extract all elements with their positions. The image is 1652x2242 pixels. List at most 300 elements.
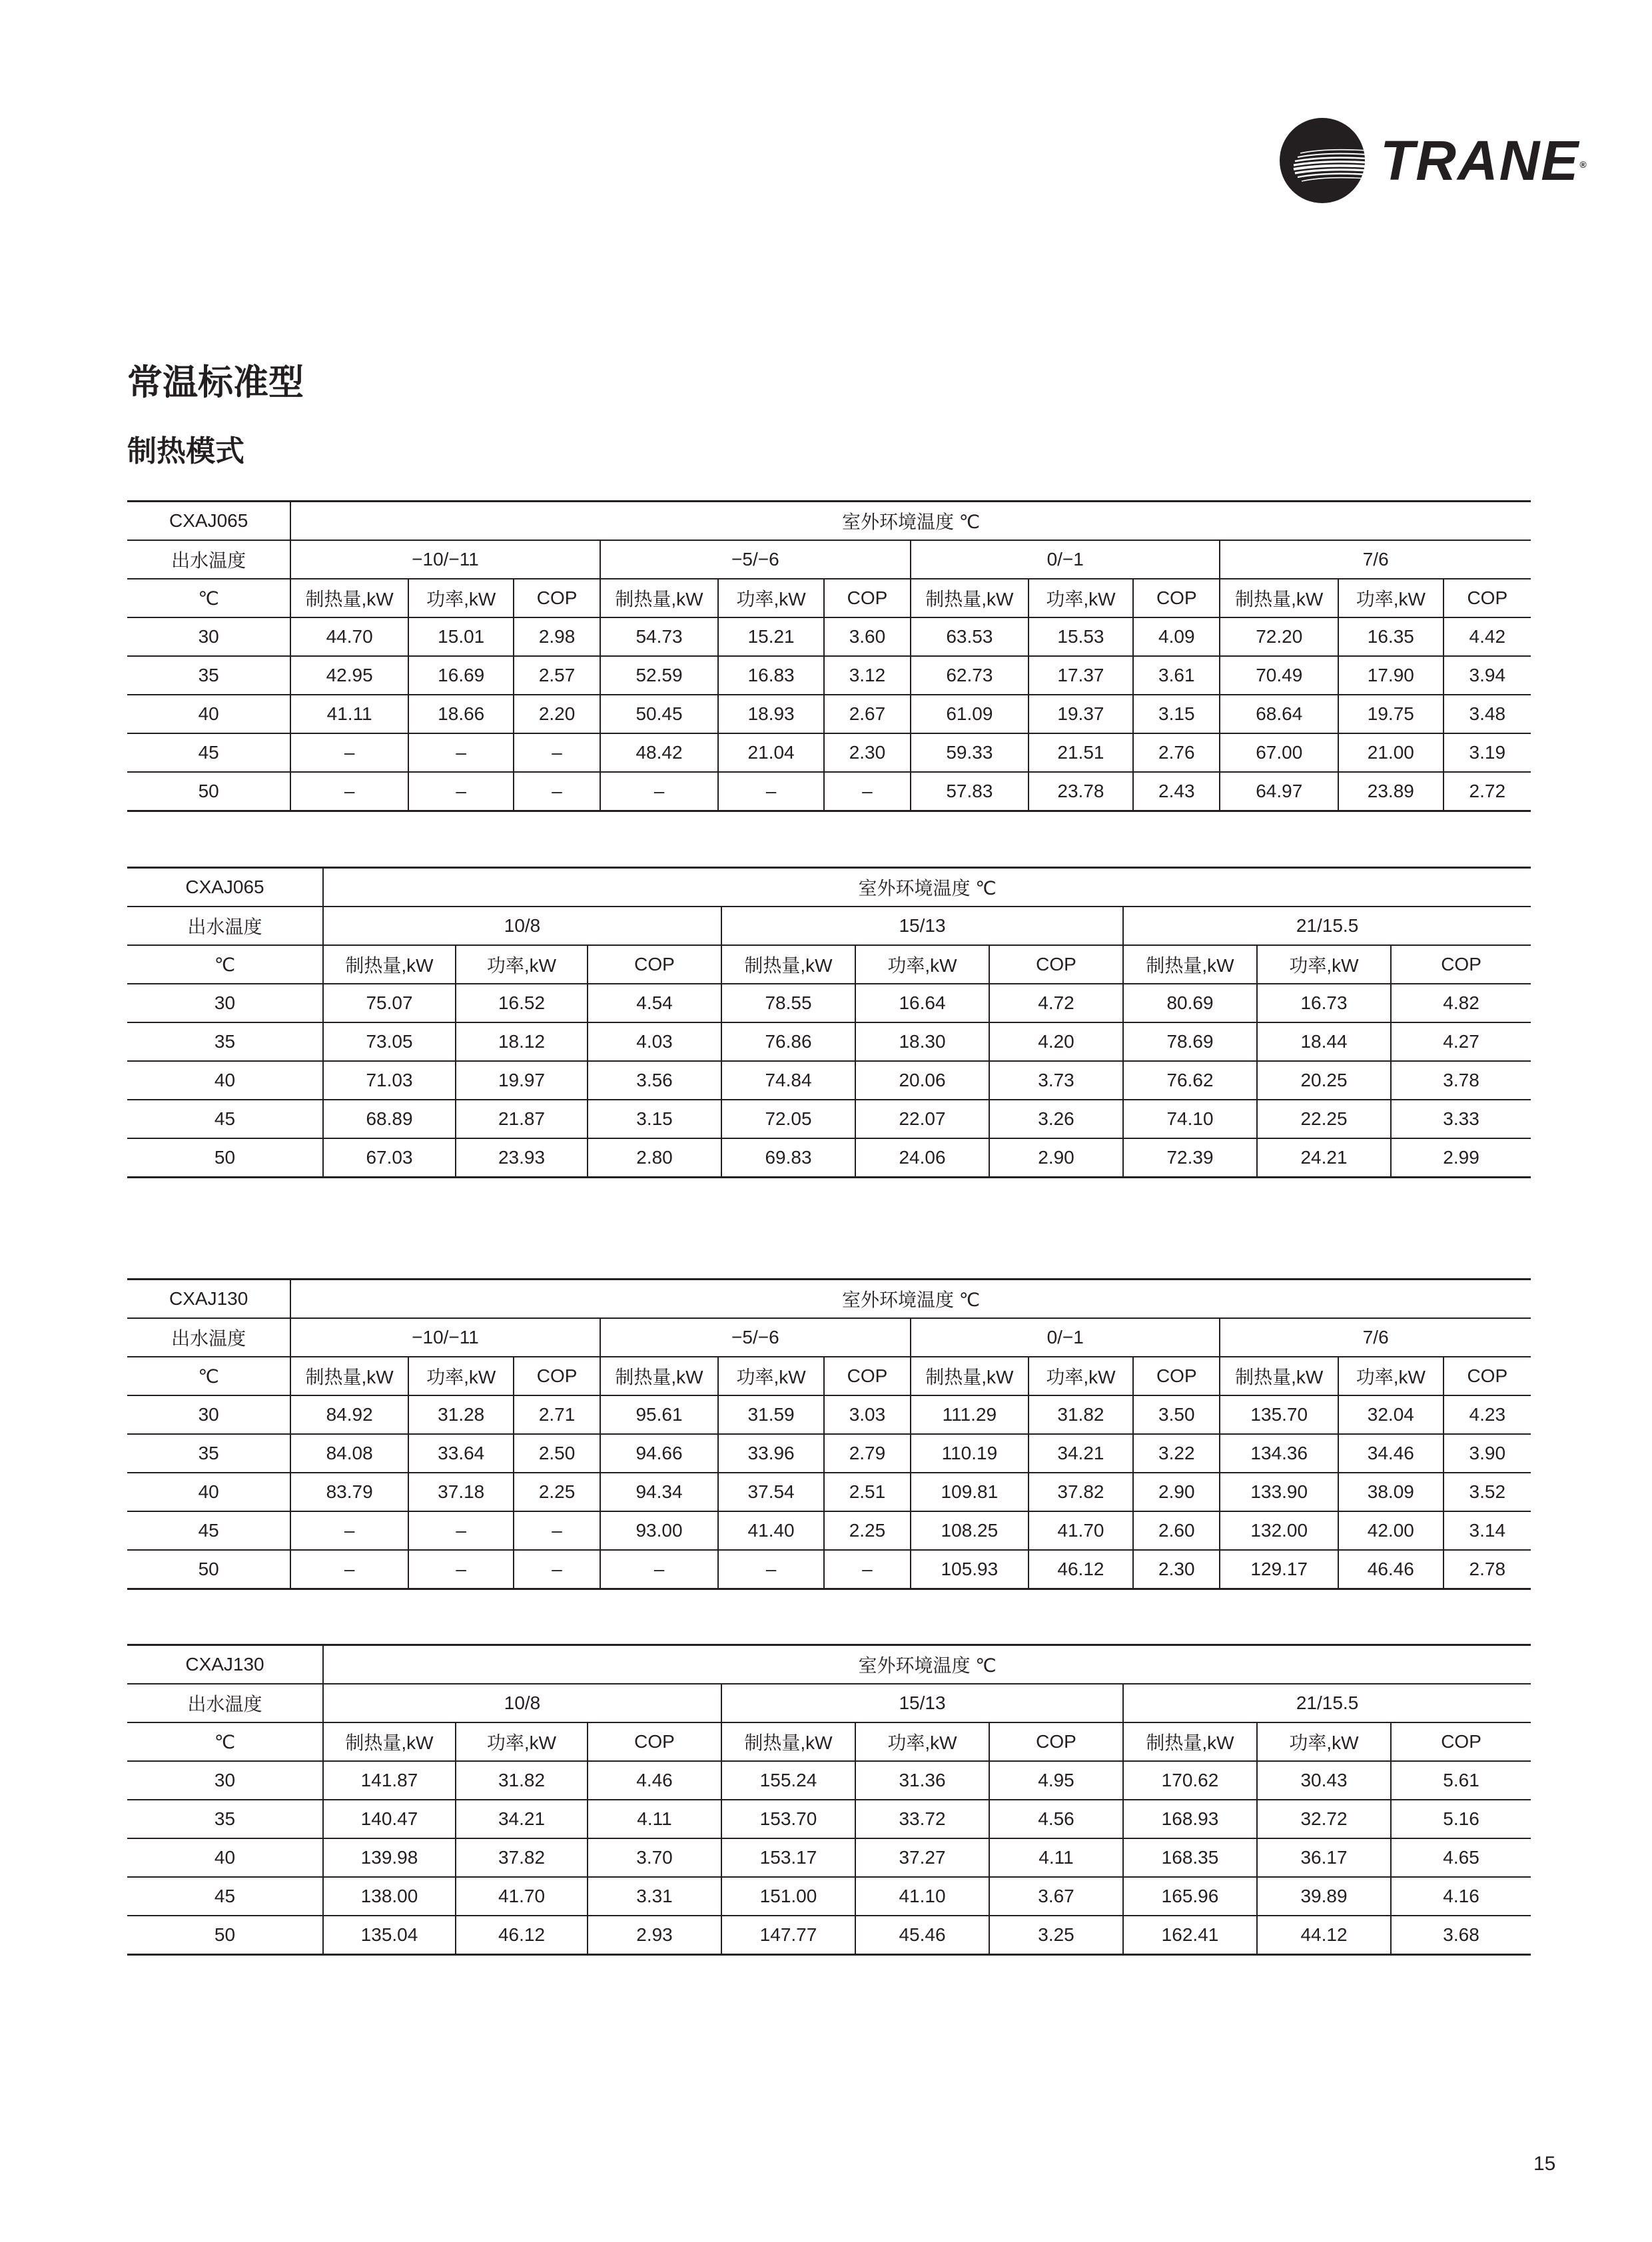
metric-header: 制热量,kW <box>1123 945 1257 984</box>
value-cell: 38.09 <box>1338 1473 1443 1511</box>
value-cell: 3.90 <box>1444 1434 1531 1473</box>
model-row <box>127 502 1531 541</box>
water-temp-label: 出水温度 <box>127 907 323 945</box>
value-cell: 2.60 <box>1133 1511 1220 1550</box>
value-cell: 39.89 <box>1257 1877 1391 1916</box>
value-cell: 3.22 <box>1133 1434 1220 1473</box>
metric-header: 功率,kW <box>1338 1357 1443 1395</box>
heating-table-cxaj130-low <box>127 1278 1531 1590</box>
metric-header: 制热量,kW <box>911 579 1029 617</box>
value-cell: 61.09 <box>911 695 1029 733</box>
value-cell: 4.42 <box>1444 617 1531 656</box>
value-cell: 16.35 <box>1338 617 1443 656</box>
value-cell: – <box>290 733 408 772</box>
value-cell: 18.93 <box>718 695 823 733</box>
metric-header: 功率,kW <box>855 945 989 984</box>
value-cell: 16.83 <box>718 656 823 695</box>
value-cell: 59.33 <box>911 733 1029 772</box>
value-cell: 15.01 <box>408 617 514 656</box>
value-cell: – <box>718 1550 823 1589</box>
value-cell: 3.26 <box>989 1100 1123 1138</box>
value-cell: – <box>408 1550 514 1589</box>
value-cell: 2.57 <box>514 656 600 695</box>
value-cell: 3.73 <box>989 1061 1123 1100</box>
trane-logo-wordmark: TRANE® <box>1380 129 1588 192</box>
value-cell: 2.76 <box>1133 733 1220 772</box>
metric-header: COP <box>989 945 1123 984</box>
value-cell: 3.03 <box>824 1395 911 1434</box>
value-cell: 165.96 <box>1123 1877 1257 1916</box>
metric-header: 功率,kW <box>718 579 823 617</box>
water-temp-cell: 30 <box>127 617 290 656</box>
value-cell: 17.90 <box>1338 656 1443 695</box>
value-cell: 3.19 <box>1444 733 1531 772</box>
value-cell: 151.00 <box>721 1877 855 1916</box>
metric-header: 功率,kW <box>408 579 514 617</box>
value-cell: – <box>408 1511 514 1550</box>
metric-header: COP <box>1391 945 1531 984</box>
value-cell: 132.00 <box>1220 1511 1338 1550</box>
value-cell: 37.82 <box>456 1838 588 1877</box>
metric-header: 制热量,kW <box>600 1357 719 1395</box>
outdoor-temp-header: 室外环境温度 ℃ <box>290 1280 1531 1319</box>
water-temp-cell: 30 <box>127 1761 323 1800</box>
value-cell: 21.04 <box>718 733 823 772</box>
table-row <box>127 1838 1531 1877</box>
value-cell: 2.98 <box>514 617 600 656</box>
value-cell: 2.20 <box>514 695 600 733</box>
value-cell: 32.04 <box>1338 1395 1443 1434</box>
table-row <box>127 1877 1531 1916</box>
value-cell: 135.70 <box>1220 1395 1338 1434</box>
group-row <box>127 1684 1531 1722</box>
value-cell: 5.61 <box>1391 1761 1531 1800</box>
value-cell: 23.93 <box>456 1138 588 1178</box>
water-temp-cell: 45 <box>127 1100 323 1138</box>
water-temp-label: 出水温度 <box>127 540 290 579</box>
value-cell: 23.78 <box>1029 772 1133 811</box>
value-cell: 2.71 <box>514 1395 600 1434</box>
value-cell: 70.49 <box>1220 656 1338 695</box>
value-cell: 37.18 <box>408 1473 514 1511</box>
value-cell: 147.77 <box>721 1916 855 1955</box>
value-cell: 3.61 <box>1133 656 1220 695</box>
value-cell: – <box>408 733 514 772</box>
value-cell: 2.67 <box>824 695 911 733</box>
value-cell: 134.36 <box>1220 1434 1338 1473</box>
value-cell: 34.21 <box>1029 1434 1133 1473</box>
value-cell: 3.48 <box>1444 695 1531 733</box>
table-row <box>127 1550 1531 1589</box>
value-cell: 78.55 <box>721 984 855 1022</box>
value-cell: 4.27 <box>1391 1022 1531 1061</box>
value-cell: 109.81 <box>911 1473 1029 1511</box>
metric-header: COP <box>1444 1357 1531 1395</box>
metric-row <box>127 945 1531 984</box>
value-cell: – <box>824 1550 911 1589</box>
water-temp-cell: 40 <box>127 695 290 733</box>
outdoor-temp-header: 室外环境温度 ℃ <box>290 502 1531 541</box>
metric-header: 制热量,kW <box>721 1722 855 1761</box>
value-cell: – <box>514 772 600 811</box>
value-cell: 68.89 <box>323 1100 456 1138</box>
metric-header: COP <box>514 1357 600 1395</box>
value-cell: 72.20 <box>1220 617 1338 656</box>
value-cell: 138.00 <box>323 1877 456 1916</box>
metric-header: 功率,kW <box>1029 1357 1133 1395</box>
model-row <box>127 1645 1531 1684</box>
value-cell: 21.00 <box>1338 733 1443 772</box>
metric-header: 制热量,kW <box>1220 579 1338 617</box>
metric-header: COP <box>1133 1357 1220 1395</box>
table-row <box>127 656 1531 695</box>
value-cell: 34.46 <box>1338 1434 1443 1473</box>
value-cell: 46.12 <box>1029 1550 1133 1589</box>
metric-header: 制热量,kW <box>721 945 855 984</box>
metric-header: 制热量,kW <box>911 1357 1029 1395</box>
water-temp-label: 出水温度 <box>127 1318 290 1357</box>
value-cell: 67.00 <box>1220 733 1338 772</box>
value-cell: 19.75 <box>1338 695 1443 733</box>
metric-row <box>127 1357 1531 1395</box>
value-cell: 78.69 <box>1123 1022 1257 1061</box>
table-row <box>127 1511 1531 1550</box>
metric-row <box>127 579 1531 617</box>
value-cell: 80.69 <box>1123 984 1257 1022</box>
metric-header: COP <box>514 579 600 617</box>
value-cell: 2.50 <box>514 1434 600 1473</box>
value-cell: 30.43 <box>1257 1761 1391 1800</box>
value-cell: 153.17 <box>721 1838 855 1877</box>
table-row <box>127 1061 1531 1100</box>
value-cell: 2.43 <box>1133 772 1220 811</box>
metric-header: 功率,kW <box>456 1722 588 1761</box>
model-name: CXAJ130 <box>169 1288 248 1309</box>
group-header: 21/15.5 <box>1123 1684 1531 1722</box>
value-cell: 83.79 <box>290 1473 408 1511</box>
value-cell: 4.11 <box>989 1838 1123 1877</box>
value-cell: 24.21 <box>1257 1138 1391 1178</box>
metric-header: 功率,kW <box>855 1722 989 1761</box>
value-cell: 3.56 <box>588 1061 721 1100</box>
metric-header: COP <box>588 1722 721 1761</box>
value-cell: 3.31 <box>588 1877 721 1916</box>
value-cell: 20.25 <box>1257 1061 1391 1100</box>
table-row <box>127 1800 1531 1838</box>
value-cell: 3.15 <box>1133 695 1220 733</box>
value-cell: – <box>514 1550 600 1589</box>
metric-header: 功率,kW <box>408 1357 514 1395</box>
value-cell: 141.87 <box>323 1761 456 1800</box>
value-cell: 23.89 <box>1338 772 1443 811</box>
value-cell: 4.65 <box>1391 1838 1531 1877</box>
value-cell: 3.68 <box>1391 1916 1531 1955</box>
water-temp-cell: 50 <box>127 772 290 811</box>
value-cell: 67.03 <box>323 1138 456 1178</box>
table-row <box>127 1138 1531 1178</box>
metric-header: 制热量,kW <box>1123 1722 1257 1761</box>
value-cell: 16.73 <box>1257 984 1391 1022</box>
metric-header: 制热量,kW <box>323 1722 456 1761</box>
page-number: 15 <box>1533 2153 1556 2175</box>
value-cell: – <box>514 1511 600 1550</box>
value-cell: 94.66 <box>600 1434 719 1473</box>
trane-logo-icon <box>1279 117 1366 204</box>
value-cell: 4.16 <box>1391 1877 1531 1916</box>
value-cell: 94.34 <box>600 1473 719 1511</box>
unit-label: ℃ <box>127 945 323 984</box>
value-cell: 2.51 <box>824 1473 911 1511</box>
value-cell: 42.95 <box>290 656 408 695</box>
value-cell: 17.37 <box>1029 656 1133 695</box>
water-temp-cell: 35 <box>127 656 290 695</box>
value-cell: 63.53 <box>911 617 1029 656</box>
value-cell: 4.20 <box>989 1022 1123 1061</box>
water-temp-label: 出水温度 <box>127 1684 323 1722</box>
value-cell: – <box>824 772 911 811</box>
value-cell: 21.51 <box>1029 733 1133 772</box>
water-temp-cell: 40 <box>127 1838 323 1877</box>
group-header: 0/−1 <box>911 540 1220 579</box>
value-cell: – <box>600 1550 719 1589</box>
value-cell: 105.93 <box>911 1550 1029 1589</box>
value-cell: 33.96 <box>718 1434 823 1473</box>
value-cell: 18.44 <box>1257 1022 1391 1061</box>
value-cell: 19.97 <box>456 1061 588 1100</box>
value-cell: 170.62 <box>1123 1761 1257 1800</box>
metric-header: COP <box>1444 579 1531 617</box>
table-row <box>127 984 1531 1022</box>
value-cell: – <box>408 772 514 811</box>
value-cell: 95.61 <box>600 1395 719 1434</box>
value-cell: 37.82 <box>1029 1473 1133 1511</box>
value-cell: 41.40 <box>718 1511 823 1550</box>
value-cell: 71.03 <box>323 1061 456 1100</box>
value-cell: 3.33 <box>1391 1100 1531 1138</box>
value-cell: 140.47 <box>323 1800 456 1838</box>
group-row <box>127 907 1531 945</box>
value-cell: 36.17 <box>1257 1838 1391 1877</box>
metric-header: 功率,kW <box>718 1357 823 1395</box>
value-cell: 2.30 <box>824 733 911 772</box>
metric-header: 制热量,kW <box>323 945 456 984</box>
value-cell: 45.46 <box>855 1916 989 1955</box>
table-row <box>127 617 1531 656</box>
value-cell: 4.72 <box>989 984 1123 1022</box>
water-temp-cell: 45 <box>127 733 290 772</box>
value-cell: 41.11 <box>290 695 408 733</box>
value-cell: 44.12 <box>1257 1916 1391 1955</box>
value-cell: 135.04 <box>323 1916 456 1955</box>
value-cell: 4.09 <box>1133 617 1220 656</box>
value-cell: 31.59 <box>718 1395 823 1434</box>
metric-header: 功率,kW <box>1257 1722 1391 1761</box>
value-cell: 3.52 <box>1444 1473 1531 1511</box>
value-cell: 31.28 <box>408 1395 514 1434</box>
value-cell: 20.06 <box>855 1061 989 1100</box>
table-row <box>127 1761 1531 1800</box>
water-temp-cell: 35 <box>127 1434 290 1473</box>
value-cell: 2.90 <box>989 1138 1123 1178</box>
value-cell: 16.69 <box>408 656 514 695</box>
value-cell: 31.82 <box>1029 1395 1133 1434</box>
value-cell: 68.64 <box>1220 695 1338 733</box>
value-cell: 5.16 <box>1391 1800 1531 1838</box>
water-temp-cell: 45 <box>127 1877 323 1916</box>
group-header: 10/8 <box>323 1684 721 1722</box>
outdoor-temp-header: 室外环境温度 ℃ <box>323 868 1531 907</box>
group-header: −5/−6 <box>600 1318 911 1357</box>
table-row <box>127 733 1531 772</box>
value-cell: 111.29 <box>911 1395 1029 1434</box>
value-cell: 16.64 <box>855 984 989 1022</box>
value-cell: 33.72 <box>855 1800 989 1838</box>
table-row <box>127 1434 1531 1473</box>
metric-header: 制热量,kW <box>1220 1357 1338 1395</box>
value-cell: 93.00 <box>600 1511 719 1550</box>
value-cell: 133.90 <box>1220 1473 1338 1511</box>
value-cell: 2.80 <box>588 1138 721 1178</box>
value-cell: 48.42 <box>600 733 719 772</box>
value-cell: 72.39 <box>1123 1138 1257 1178</box>
value-cell: 37.54 <box>718 1473 823 1511</box>
value-cell: 69.83 <box>721 1138 855 1178</box>
unit-label: ℃ <box>127 1357 290 1395</box>
value-cell: 76.86 <box>721 1022 855 1061</box>
value-cell: – <box>290 1511 408 1550</box>
value-cell: 4.54 <box>588 984 721 1022</box>
value-cell: 33.64 <box>408 1434 514 1473</box>
value-cell: 31.36 <box>855 1761 989 1800</box>
value-cell: 3.50 <box>1133 1395 1220 1434</box>
water-temp-cell: 50 <box>127 1138 323 1178</box>
trane-logo <box>1279 117 1588 204</box>
table-row <box>127 695 1531 733</box>
group-header: 21/15.5 <box>1123 907 1531 945</box>
value-cell: 3.15 <box>588 1100 721 1138</box>
group-header: 0/−1 <box>911 1318 1220 1357</box>
metric-header: 功率,kW <box>1257 945 1391 984</box>
value-cell: – <box>718 772 823 811</box>
value-cell: 62.73 <box>911 656 1029 695</box>
group-header: −5/−6 <box>600 540 911 579</box>
unit-label: ℃ <box>127 1722 323 1761</box>
value-cell: 4.11 <box>588 1800 721 1838</box>
value-cell: 3.25 <box>989 1916 1123 1955</box>
heating-table-cxaj065-high <box>127 867 1531 1178</box>
table-row <box>127 1473 1531 1511</box>
value-cell: 108.25 <box>911 1511 1029 1550</box>
value-cell: 15.53 <box>1029 617 1133 656</box>
value-cell: 41.10 <box>855 1877 989 1916</box>
value-cell: 84.92 <box>290 1395 408 1434</box>
water-temp-cell: 40 <box>127 1061 323 1100</box>
value-cell: 2.72 <box>1444 772 1531 811</box>
value-cell: 44.70 <box>290 617 408 656</box>
value-cell: 110.19 <box>911 1434 1029 1473</box>
value-cell: 18.30 <box>855 1022 989 1061</box>
metric-header: COP <box>1133 579 1220 617</box>
model-name: CXAJ130 <box>185 1654 264 1675</box>
metric-header: 功率,kW <box>1029 579 1133 617</box>
value-cell: 4.46 <box>588 1761 721 1800</box>
group-header: −10/−11 <box>290 540 600 579</box>
value-cell: 18.12 <box>456 1022 588 1061</box>
metric-header: 制热量,kW <box>290 1357 408 1395</box>
value-cell: 3.60 <box>824 617 911 656</box>
group-header: 7/6 <box>1220 1318 1531 1357</box>
value-cell: 22.25 <box>1257 1100 1391 1138</box>
value-cell: 2.25 <box>514 1473 600 1511</box>
model-row <box>127 1280 1531 1319</box>
value-cell: 2.93 <box>588 1916 721 1955</box>
water-temp-cell: 30 <box>127 1395 290 1434</box>
value-cell: 57.83 <box>911 772 1029 811</box>
value-cell: 52.59 <box>600 656 719 695</box>
value-cell: 21.87 <box>456 1100 588 1138</box>
model-row <box>127 868 1531 907</box>
group-row <box>127 540 1531 579</box>
metric-row <box>127 1722 1531 1761</box>
value-cell: 139.98 <box>323 1838 456 1877</box>
metric-header: COP <box>1391 1722 1531 1761</box>
value-cell: – <box>290 772 408 811</box>
value-cell: 4.23 <box>1444 1395 1531 1434</box>
value-cell: 46.46 <box>1338 1550 1443 1589</box>
value-cell: 84.08 <box>290 1434 408 1473</box>
value-cell: – <box>290 1550 408 1589</box>
value-cell: 2.30 <box>1133 1550 1220 1589</box>
value-cell: 46.12 <box>456 1916 588 1955</box>
page-title: 常温标准型 <box>127 363 304 402</box>
value-cell: 64.97 <box>1220 772 1338 811</box>
value-cell: 2.90 <box>1133 1473 1220 1511</box>
value-cell: 2.25 <box>824 1511 911 1550</box>
value-cell: 129.17 <box>1220 1550 1338 1589</box>
value-cell: 4.56 <box>989 1800 1123 1838</box>
group-header: 10/8 <box>323 907 721 945</box>
value-cell: 168.93 <box>1123 1800 1257 1838</box>
model-name: CXAJ065 <box>169 510 248 531</box>
group-header: 15/13 <box>721 907 1123 945</box>
value-cell: 50.45 <box>600 695 719 733</box>
group-header: −10/−11 <box>290 1318 600 1357</box>
value-cell: 41.70 <box>456 1877 588 1916</box>
model-name: CXAJ065 <box>185 877 264 897</box>
value-cell: 18.66 <box>408 695 514 733</box>
value-cell: 75.07 <box>323 984 456 1022</box>
metric-header: 制热量,kW <box>600 579 719 617</box>
group-header: 15/13 <box>721 1684 1123 1722</box>
value-cell: 34.21 <box>456 1800 588 1838</box>
value-cell: 153.70 <box>721 1800 855 1838</box>
table-row <box>127 1100 1531 1138</box>
value-cell: 76.62 <box>1123 1061 1257 1100</box>
value-cell: 4.82 <box>1391 984 1531 1022</box>
unit-label: ℃ <box>127 579 290 617</box>
table-row <box>127 772 1531 811</box>
value-cell: 3.14 <box>1444 1511 1531 1550</box>
value-cell: 3.70 <box>588 1838 721 1877</box>
metric-header: COP <box>989 1722 1123 1761</box>
value-cell: 19.37 <box>1029 695 1133 733</box>
value-cell: 2.99 <box>1391 1138 1531 1178</box>
value-cell: 74.84 <box>721 1061 855 1100</box>
value-cell: 37.27 <box>855 1838 989 1877</box>
value-cell: 72.05 <box>721 1100 855 1138</box>
water-temp-cell: 30 <box>127 984 323 1022</box>
section-title: 制热模式 <box>127 435 244 468</box>
